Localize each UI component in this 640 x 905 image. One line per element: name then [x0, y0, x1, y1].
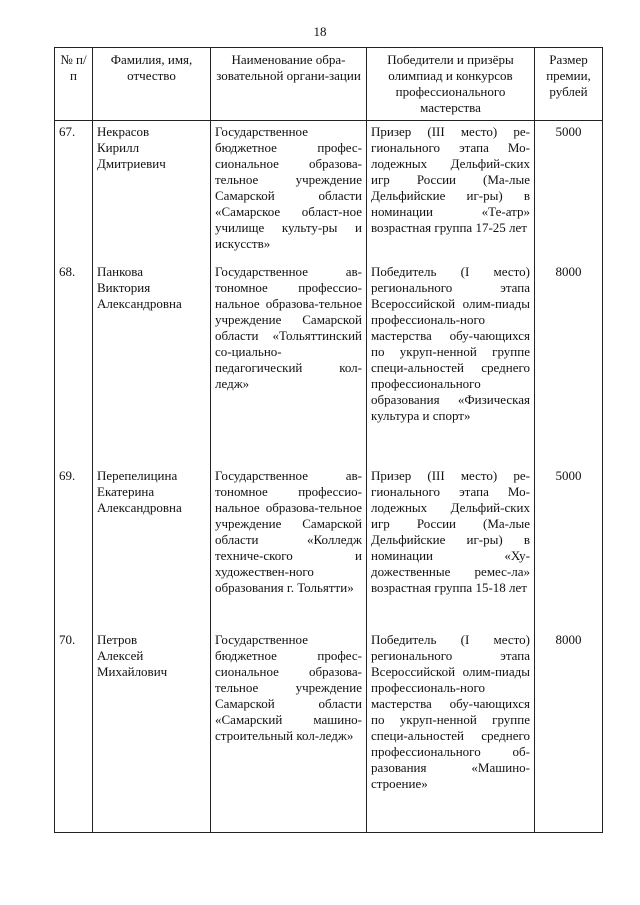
row-number: 67. — [55, 121, 93, 261]
prize-amount: 8000 — [535, 629, 603, 833]
person-name: Панкова Виктория Александровна — [97, 263, 182, 311]
header-prize: Размер премии, рублей — [535, 48, 603, 121]
row-number: 68. — [55, 261, 93, 465]
prize-amount: 5000 — [535, 121, 603, 261]
achievement: Призер (III место) ре-гионального этапа Мо-лодежных Дельфий-ских игр России (Ма-лые Дельфийские иг-ры) в номинации «Ху-дожественные ремес-ла» возрастная группа 15-18 лет — [367, 465, 535, 629]
table-row — [55, 629, 603, 833]
table-row — [55, 121, 603, 261]
row-number: 70. — [55, 629, 93, 833]
organization: Государственное бюджетное профес-сиональное образова-тельное учреждение Самарской области «Самарский машино-строительный кол-ледж» — [211, 629, 367, 833]
achievement: Победитель (I место) регионального этапа Всероссийской олим-пиады профессиональ-ного мастерства обу-чающихся по укруп-ненной группе специ-альностей среднего профессионального образования «Физическая культура и спорт» — [367, 261, 535, 465]
organization: Государственное бюджетное профес-сиональное образова-тельное учреждение Самарской области «Самарское област-ное училище культу-ры и искусств» — [211, 121, 367, 261]
organization: Государственное ав-тономное профессио-нальное образова-тельное учреждение Самарской области «Тольяттинский со-циально-педагогический кол-ледж» — [211, 261, 367, 465]
table-row — [55, 261, 603, 465]
header-num: № п/п — [55, 48, 93, 121]
header-organization: Наименование обра-зовательной органи-зации — [211, 48, 367, 121]
header-name: Фамилия, имя, отчество — [93, 48, 211, 121]
person-name: Некрасов Кирилл Дмитриевич — [97, 124, 166, 171]
organization: Государственное ав-тономное профессио-нальное образова-тельное учреждение Самарской области «Колледж техниче-ского и художествен-ного образования г. Тольятти» — [211, 465, 367, 629]
awards-table — [54, 47, 603, 833]
header-winners: Победители и призёры олимпиад и конкурсов профессионального мастерства — [367, 48, 535, 121]
row-number: 69. — [55, 465, 93, 629]
page-number: 18 — [313, 24, 327, 39]
prize-amount: 5000 — [535, 465, 603, 629]
table-row — [55, 465, 603, 629]
person-name: Перепелицина Екатерина Александровна — [97, 467, 182, 515]
prize-amount: 8000 — [535, 261, 603, 465]
table-header-row — [55, 48, 603, 121]
achievement: Победитель (I место) регионального этапа Всероссийской олим-пиады профессиональ-ного мастерства обу-чающихся по укруп-ненной группе специ-альностей среднего профессионального об-разования «Машино-строение» — [367, 629, 535, 833]
achievement: Призер (III место) ре-гионального этапа Мо-лодежных Дельфий-ских игр России (Ма-лые Дельфийские иг-ры) в номинации «Те-атр» возрастная группа 17-25 лет — [367, 121, 535, 261]
person-name: Петров Алексей Михайлович — [97, 631, 168, 679]
